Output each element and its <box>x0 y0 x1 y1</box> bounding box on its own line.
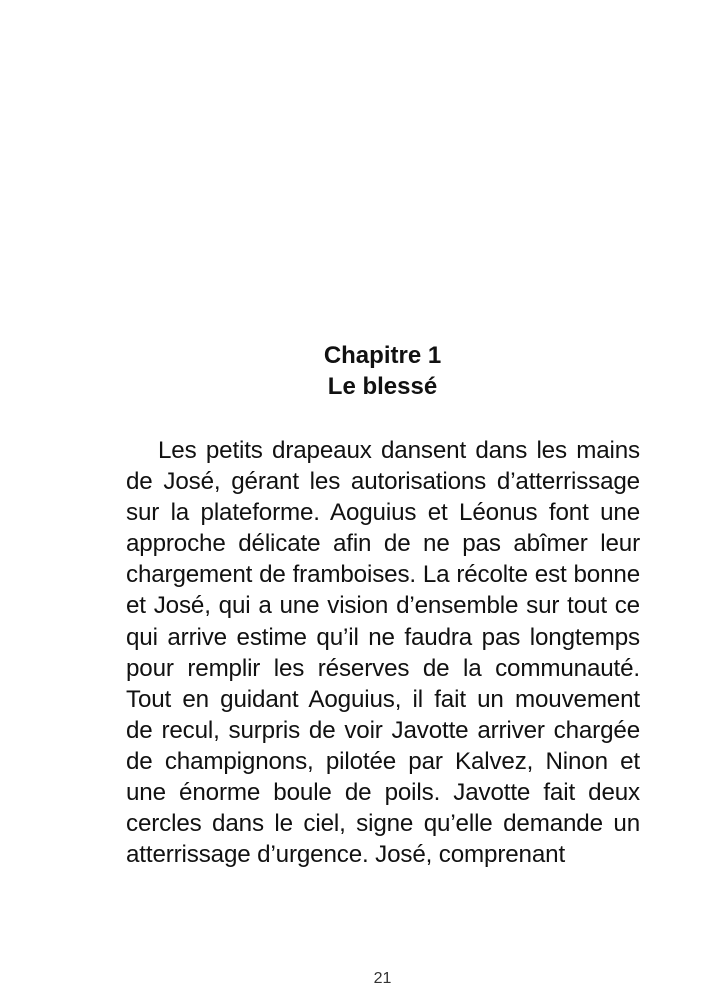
chapter-body <box>126 435 640 870</box>
page-number: 21 <box>373 970 392 987</box>
body-paragraph: Les petits drapeaux dansent dans les mains de José, gérant les autorisations d’atterrissage sur la plateforme. Aoguius et Léonus font une approche délicate afin de ne pas abîmer leur chargement de framboises. La récolte est bonne et José, qui a une vision d’ensemble sur tout ce qui arrive estime qu’il ne faudra pas longtemps pour remplir les réserves de la communauté. Tout en guidant Aoguius, il fait un mouvement de recul, surpris de voir Javotte arriver chargée de champignons, pilotée par Kalvez, Ninon et une énorme boule de poils. Javotte fait deux cercles dans le ciel, signe qu’elle demande un atterrissage d’urgence. José, comprenant <box>126 437 640 869</box>
chapter-number: Chapitre 1 <box>323 342 442 369</box>
chapter-heading <box>0 340 705 402</box>
chapter-title: Le blessé <box>327 373 438 400</box>
